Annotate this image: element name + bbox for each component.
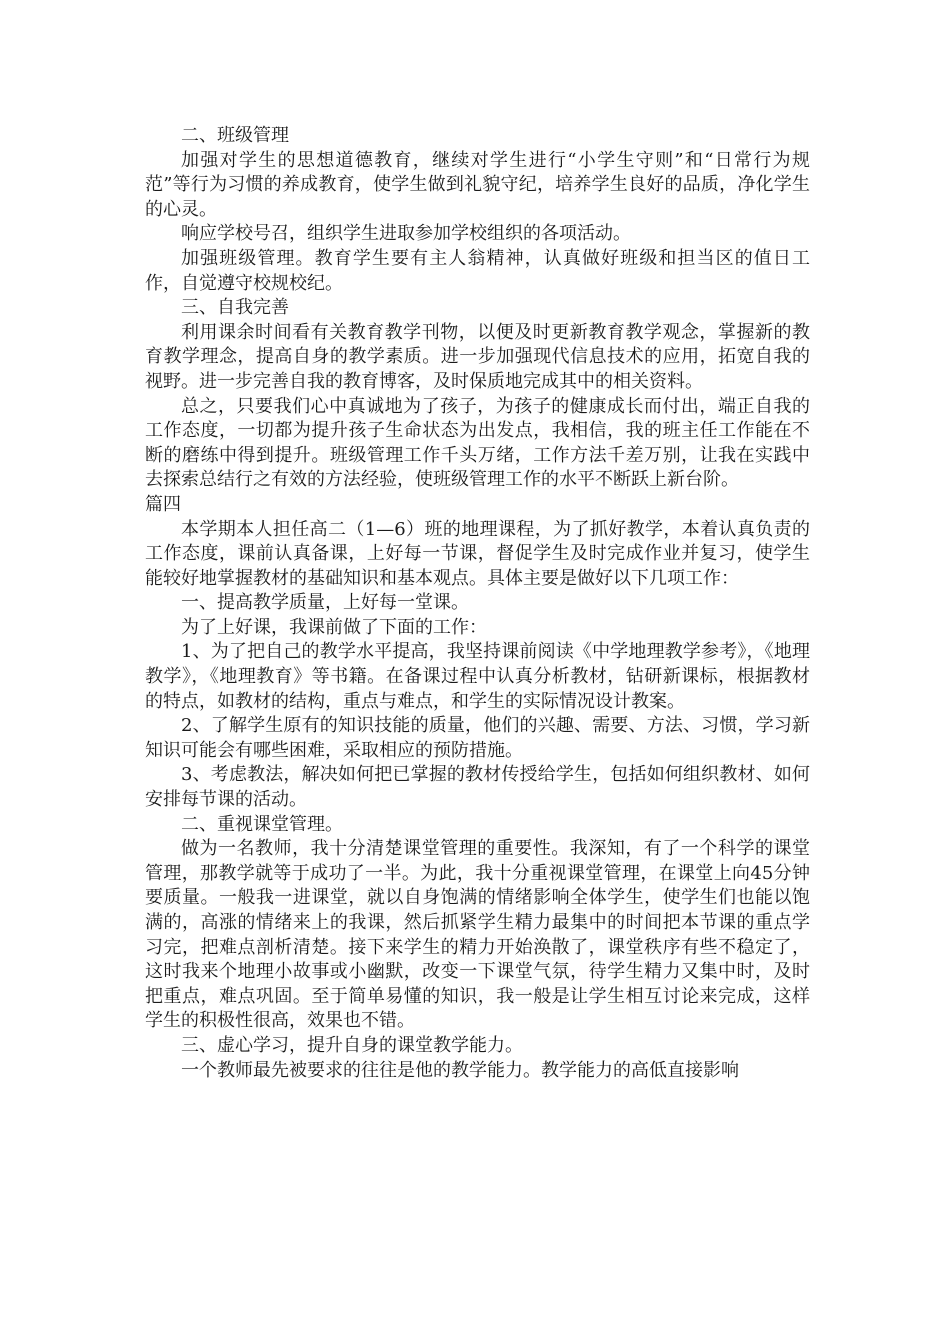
section-heading-self-improvement: 三、自我完善: [181, 297, 289, 319]
paragraph-classroom-management: 做为一名教师，我十分清楚课堂管理的重要性。我深知，有了一个科学的课堂管理，那教学就等于成功了一半。为此，我十分重视课堂管理，在课堂上向45分钟要质量。一般我一进课堂，就以自身饱满的情绪影响全体学生，使学生们也能以饱满的，高涨的情绪来上的我课，然后抓紧学生精力最集中的时间把本节课的重点学习完，把难点剖析清楚。接下来学生的精力开始涣散了，课堂秩序有些不稳定了，这时我来个地理小故事或小幽默，改变一下课堂气氛，待学生精力又集中时，及时把重点，难点巩固。至于简单易懂的知识，我一般是让学生相互讨论来完成，这样学生的积极性很高，效果也不错。: [145, 838, 810, 1032]
document-page: [145, 124, 810, 1083]
list-item-2: 2、了解学生原有的知识技能的质量，他们的兴趣、需要、方法、习惯，学习新知识可能会有哪些困难，采取相应的预防措施。: [145, 715, 810, 761]
section-heading-class-management: 二、班级管理: [181, 125, 289, 146]
section-heading-teaching-quality: 一、提高教学质量，上好每一堂课。: [181, 592, 469, 614]
paragraph-intro-geography: 本学期本人担任高二（1—6）班的地理课程，为了抓好教学，本着认真负责的工作态度，课前认真备课，上好每一节课，督促学生及时完成作业并复习，使学生能较好地掌握教材的基础知识和基本观点。具体主要是做好以下几项工作：: [145, 518, 810, 589]
list-item-1: 1、为了把自己的教学水平提高，我坚持课前阅读《中学地理教学参考》，《地理教学》，《地理教育》等书籍。在备课过程中认真分析教材，钻研新课标，根据教材的特点，如教材的结构，重点与难点，和学生的实际情况设计教案。: [145, 641, 810, 712]
paragraph-school-activities: 响应学校号召，组织学生进取参加学校组织的各项活动。: [181, 223, 631, 245]
paragraph-self-study: 利用课余时间看有关教育教学刊物，以便及时更新教育教学观念，掌握新的教育教学理念，提高自身的教学素质。进一步加强现代信息技术的应用，拓宽自我的视野。进一步完善自我的教育博客，及时保质地完成其中的相关资料。: [145, 321, 810, 392]
paragraph-preparation-intro: 为了上好课，我课前做了下面的工作：: [181, 616, 487, 638]
list-item-3: 3、考虑教法，解决如何把已掌握的教材传授给学生，包括如何组织教材、如何安排每节课的活动。: [145, 764, 810, 811]
paragraph-conclusion: 总之，只要我们心中真诚地为了孩子，为孩子的健康成长而付出，端正自我的工作态度，一切都为提升孩子生命状态为出发点，我相信，我的班主任工作能在不断的磨练中得到提升。班级管理工作千头万绪，工作方法千差万别，让我在实践中去探索总结行之有效的方法经验，使班级管理工作的水平不断跃上新台阶。: [145, 395, 810, 491]
section-title-part-four: 篇四: [145, 493, 181, 515]
paragraph-moral-education: 加强对学生的思想道德教育，继续对学生进行“小学生守则”和“日常行为规范”等行为习惯的养成教育，使学生做到礼貌守纪，培养学生良好的品质，净化学生的心灵。: [145, 149, 810, 220]
paragraph-teaching-ability: 一个教师最先被要求的往往是他的教学能力。教学能力的高低直接影响: [181, 1059, 739, 1081]
section-heading-classroom-management: 二、重视课堂管理。: [181, 813, 343, 835]
paragraph-class-duty: 加强班级管理。教育学生要有主人翁精神，认真做好班级和担当区的值日工作，自觉遵守校规校纪。: [145, 247, 810, 294]
section-heading-learning: 三、虚心学习，提升自身的课堂教学能力。: [181, 1034, 523, 1056]
